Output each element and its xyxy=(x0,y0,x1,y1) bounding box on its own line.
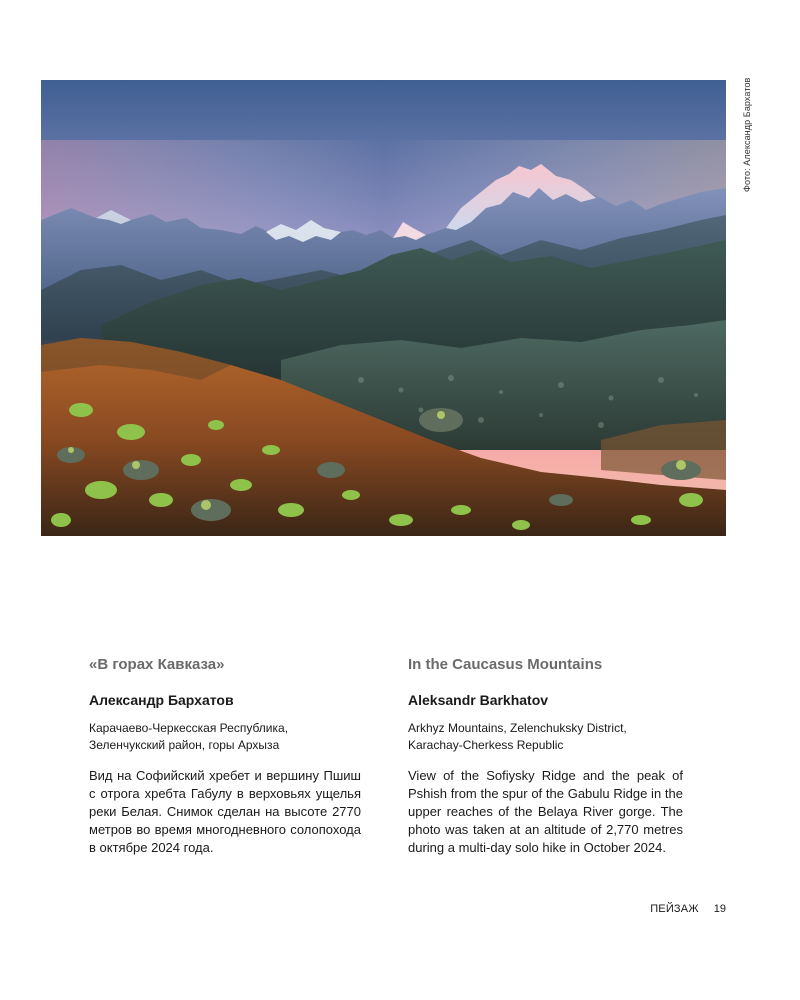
photo-title-ru: «В горах Кавказа» xyxy=(89,656,225,673)
location-line1-en: Arkhyz Mountains, Zelenchuksky District, xyxy=(408,721,627,735)
landscape-photo xyxy=(41,80,726,536)
location-ru xyxy=(89,720,361,754)
caption-russian xyxy=(89,655,361,857)
description-en: View of the Sofiysky Ridge and the peak of Pshish from the spur of the Gabulu Ridge in the upper reaches of the Belaya River gorge. The photo was taken at an altitude of 2,770 metres during a multi-day solo hike in October 2024. xyxy=(408,768,683,855)
location-en xyxy=(408,720,683,754)
location-line2-en: Karachay-Cherkess Republic xyxy=(408,738,564,752)
mountain-landscape-photo xyxy=(41,80,726,536)
description-ru: Вид на Софийский хребет и вершину Пшиш с отрога хребта Габулу в верховьях ущелья реки Белая. Снимок сделан на высоте 2770 метров во время многодневного солопохода в октябре 2024 года. xyxy=(89,768,361,855)
location-line1-ru: Карачаево-Черкесская Республика, xyxy=(89,721,289,735)
location-line2-ru: Зеленчукский район, горы Архыза xyxy=(89,738,280,752)
photo-title-en: In the Caucasus Mountains xyxy=(408,656,603,673)
author-name-en: Aleksandr Barkhatov xyxy=(408,692,549,708)
photo-credit: Фото: Александр Бархатов xyxy=(742,77,752,192)
caption-english xyxy=(408,655,683,857)
author-name-ru: Александр Бархатов xyxy=(89,692,234,708)
section-label: ПЕЙЗАЖ xyxy=(650,903,699,915)
page-footer xyxy=(650,903,726,915)
page-number: 19 xyxy=(713,903,726,915)
